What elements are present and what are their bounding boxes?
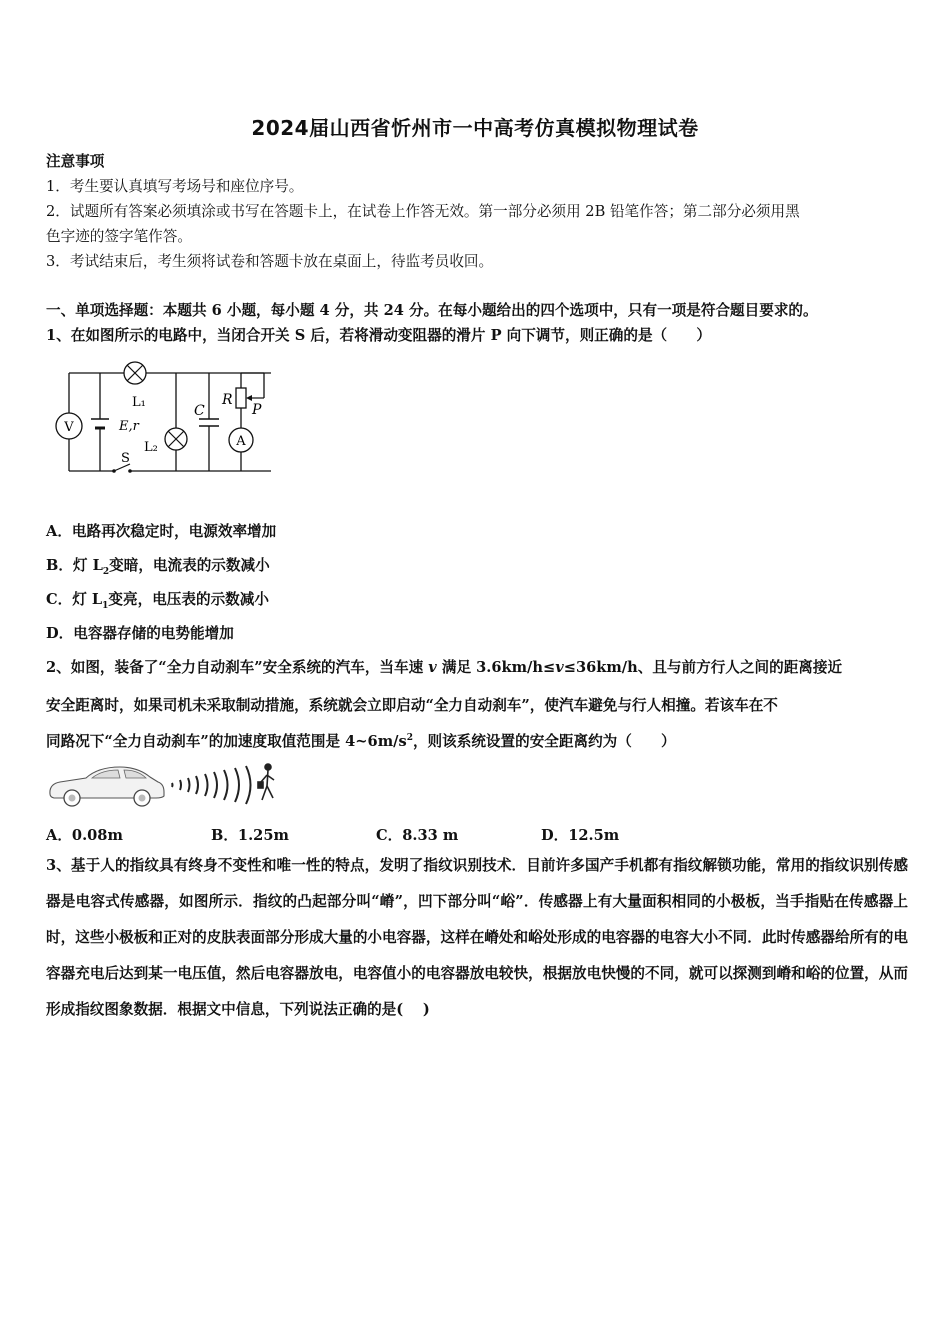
slider-label: P — [252, 402, 262, 418]
pedestrian-icon — [258, 764, 274, 800]
q1-option-a: A．电路再次稳定时，电源效率增加 — [46, 523, 277, 540]
car-illustration — [46, 762, 282, 810]
circuit-diagram — [46, 358, 286, 478]
q2-option-b: B．1.25m — [211, 827, 289, 844]
lamp-l2-icon — [165, 428, 187, 450]
ammeter-label: A — [236, 434, 246, 449]
q1-option-c: C．灯 $L_1$变亮，电压表的示数减小 — [46, 591, 269, 611]
section-heading: 一、单项选择题：本题共 6 小题，每小题 4 分，共 24 分。在每小题给出的四个选项中，只有一项是符合题目要求的。 — [46, 302, 818, 319]
page-title: 2024届山西省忻州市一中高考仿真模拟物理试卷 — [251, 116, 699, 140]
question-2-line2: 安全距离时，如果司机未采取制动措施，系统就会立即启动“全力自动刹车”，使汽车避免与行人相撞。若该车在不 — [46, 697, 778, 714]
q1-option-b: B．灯 $L_2$变暗，电流表的示数减小 — [46, 557, 270, 577]
notice-heading: 注意事项 — [46, 153, 105, 170]
rheostat-label: R — [222, 392, 233, 408]
car-icon — [50, 767, 164, 806]
lamp-l1-icon — [124, 362, 146, 384]
q2-option-d: D．12.5m — [541, 827, 620, 844]
battery-label: E,r — [119, 419, 139, 434]
notice-item: 色字迹的签字笔作答。 — [46, 228, 192, 245]
switch-label: S — [121, 451, 130, 466]
q1-option-d: D．电容器存储的电势能增加 — [46, 625, 234, 642]
notice-item: 3．考试结束后，考生须将试卷和答题卡放在桌面上，待监考员收回。 — [46, 253, 494, 270]
question-3-text: 3、基于人的指纹具有终身不变性和唯一性的特点，发明了指纹识别技术．目前许多国产手机都有指纹解锁功能，常用的指纹识别传感器是电容式传感器，如图所示．指纹的凸起部分叫“嵴”，凹下部分叫“峪”．传感器上有大量面积相同的小极板，当手指贴在传感器上时，这些小极板和正对的皮肤表面部分形成大量的小电容器，这样在嵴处和峪处形成的电容器的电容大小不同．此时传感器给所有的电容器充电后达到某一电压值，然后电容器放电，电容值小的电容器放电较快，根据放电快慢的不同，就可以探测到嵴和峪的位置，从而形成指纹图象数据．根据文中信息，下列说法正确的是( ) — [46, 857, 908, 1018]
lamp-l2-label: L₂ — [144, 440, 158, 455]
q2-option-c: C．8.33 m — [376, 827, 459, 844]
sensor-wave-icon — [172, 766, 251, 804]
notice-item: 2．试题所有答案必须填涂或书写在答题卡上，在试卷上作答无效。第一部分必须用 2B 铅笔作答；第二部分必须用黑 — [46, 203, 800, 220]
question-2-line1: 2、如图，装备了“全力自动刹车”安全系统的汽车，当车速 v 满足 3.6km/h≤v≤36km/h、且与前方行人之间的距离接近 — [46, 659, 843, 676]
rheostat-icon — [236, 388, 246, 408]
capacitor-label: C — [194, 403, 205, 419]
question-2-line3: 同路况下“全力自动刹车”的加速度取值范围是 $4\sim 6m/s^2$，则该系统设置的安全距离约为（ ） — [46, 733, 676, 750]
q2-options — [46, 824, 619, 845]
q2-option-a: A．0.08m — [46, 827, 123, 844]
voltmeter-label: V — [64, 420, 74, 435]
notice-item: 1．考生要认真填写考场号和座位序号。 — [46, 178, 304, 195]
question-1-stem: 1、在如图所示的电路中，当闭合开关 S 后，若将滑动变阻器的滑片 P 向下调节，则正确的是（ ） — [46, 327, 711, 344]
lamp-l1-label: L₁ — [132, 395, 146, 410]
